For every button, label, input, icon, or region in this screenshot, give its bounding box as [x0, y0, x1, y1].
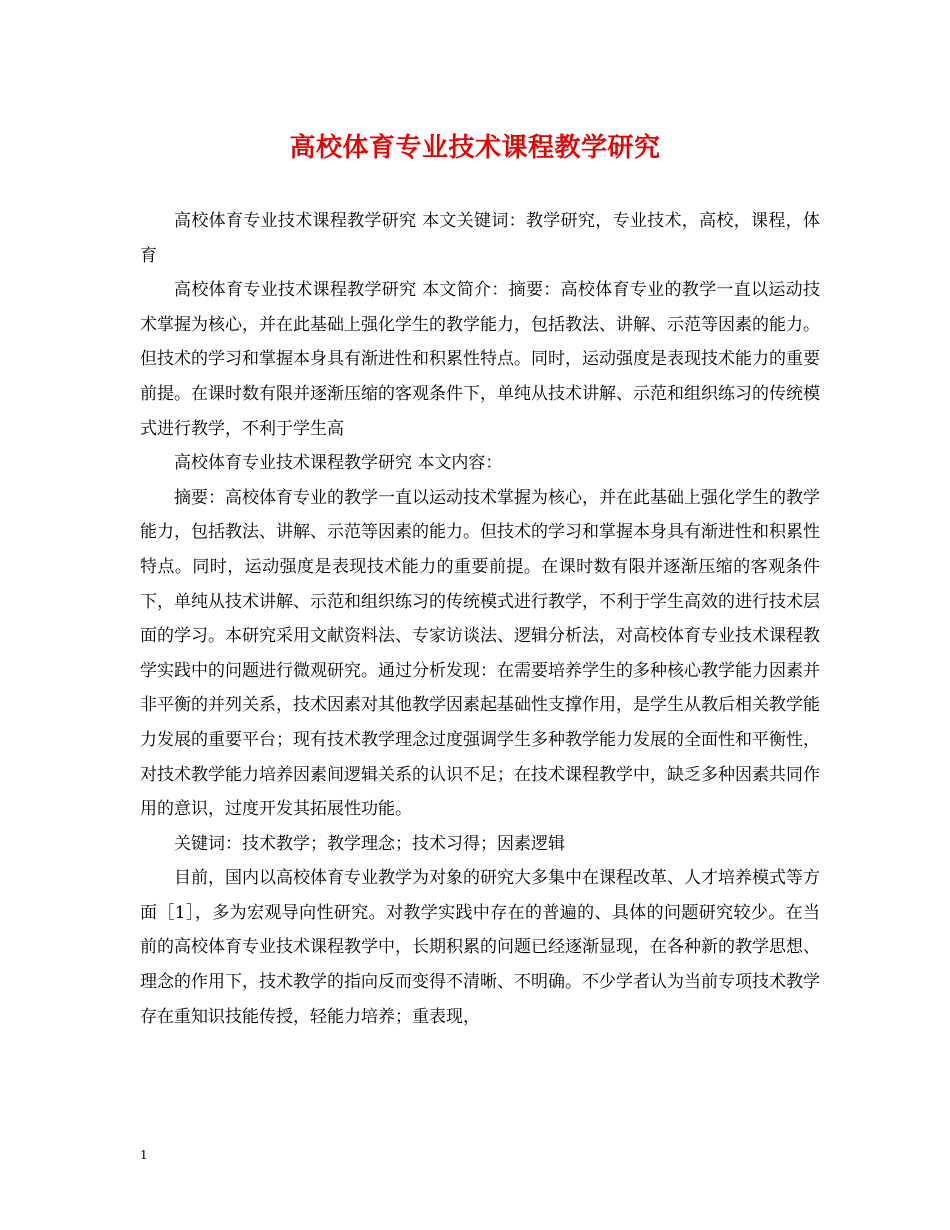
keywords-summary-paragraph: 高校体育专业技术课程教学研究 本文关键词：教学研究，专业技术，高校，课程，体育 — [140, 211, 820, 266]
page-number: 1 — [140, 1148, 148, 1162]
document-body — [140, 204, 820, 1034]
content-heading-paragraph: 高校体育专业技术课程教学研究 本文内容： — [174, 453, 503, 474]
abstract-paragraph: 摘要：高校体育专业的教学一直以运动技术掌握为核心，并在此基础上强化学生的教学能力，包括教法、讲解、示范等因素的能力。但技术的学习和掌握本身具有渐进性和积累性特点。同时，运动强度是表现技术能力的重要前提。在课时数有限并逐渐压缩的客观条件下，单纯从技术讲解、示范和组织练习的传统模式进行教学，不利于学生高效的进行技术层面的学习。本研究采用文献资料法、专家访谈法、逻辑分析法，对高校体育专业技术课程教学实践中的问题进行微观研究。通过分析发现：在需要培养学生的多种核心教学能力因素并非平衡的并列关系，技术因素对其他教学因素起基础性支撑作用，是学生从教后相关教学能力发展的重要平台；现有技术教学理念过度强调学生多种教学能力发展的全面性和平衡性，对技术教学能力培养因素间逻辑关系的认识不足；在技术课程教学中，缺乏多种因素共同作用的意识，过度开发其拓展性功能。 — [140, 487, 820, 820]
body-paragraph: 目前，国内以高校体育专业教学为对象的研究大多集中在课程改革、人才培养模式等方面［1］，多为宏观导向性研究。对教学实践中存在的普遍的、具体的问题研究较少。在当前的高校体育专业技术课程教学中，长期积累的问题已经逐渐显现，在各种新的教学思想、理念的作用下，技术教学的指向反而变得不清晰、不明确。不少学者认为当前专项技术教学存在重知识技能传授，轻能力培养；重表现， — [140, 868, 820, 1027]
keywords-paragraph: 关键词：技术教学；教学理念；技术习得；因素逻辑 — [174, 833, 565, 854]
introduction-summary-paragraph: 高校体育专业技术课程教学研究 本文简介：摘要：高校体育专业的教学一直以运动技术掌握为核心，并在此基础上强化学生的教学能力，包括教法、讲解、示范等因素的能力。但技术的学习和掌握本身具有渐进性和积累性特点。同时，运动强度是表现技术能力的重要前提。在课时数有限并逐渐压缩的客观条件下，单纯从技术讲解、示范和组织练习的传统模式进行教学，不利于学生高 — [140, 280, 820, 439]
document-title: 高校体育专业技术课程教学研究 — [289, 133, 661, 163]
